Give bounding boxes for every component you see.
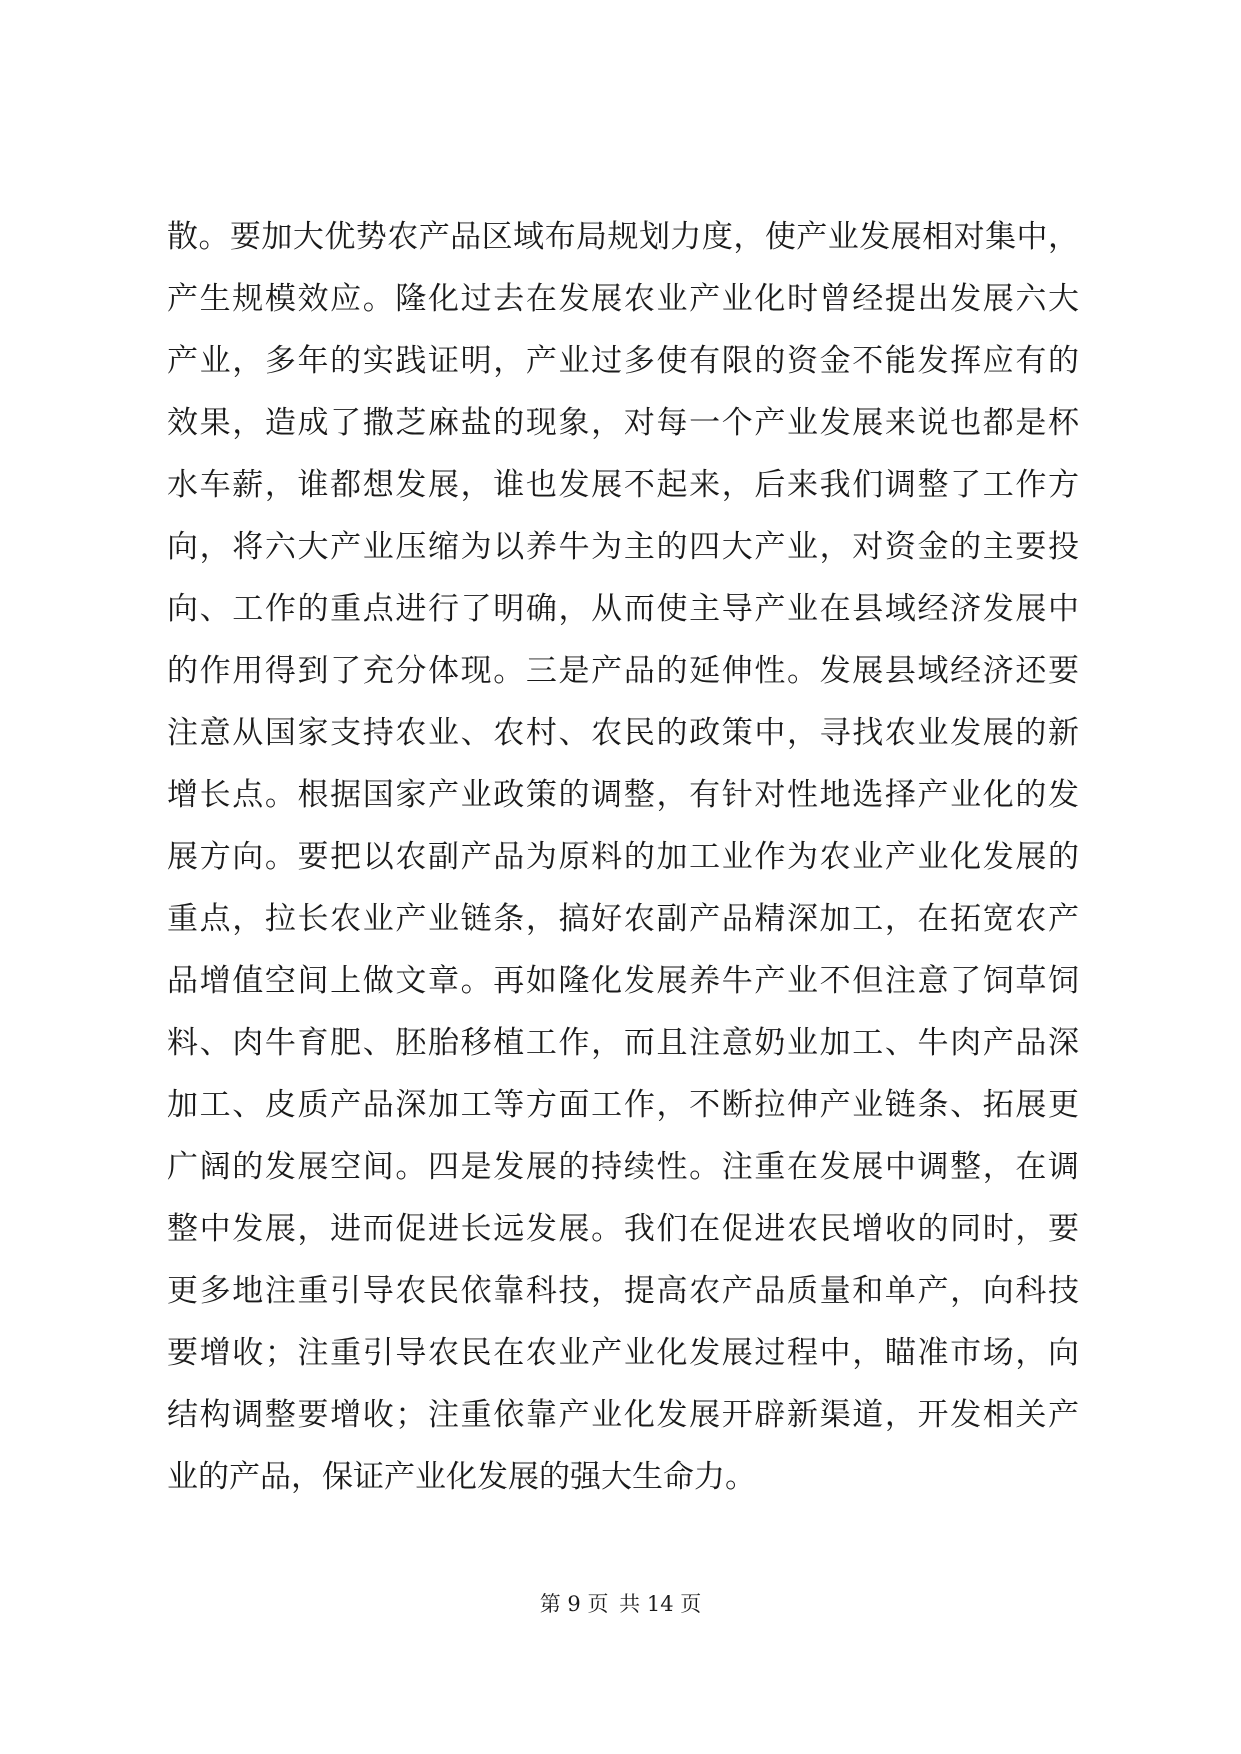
text-line: 效果，造成了撒芝麻盐的现象，对每一个产业发展来说也都是杯 [167, 405, 1079, 441]
text-line: 展方向。要把以农副产品为原料的加工业作为农业产业化发展的 [167, 839, 1079, 875]
text-line: 料、肉牛育肥、胚胎移植工作，而且注意奶业加工、牛肉产品深 [167, 1025, 1079, 1061]
text-line: 产生规模效应。隆化过去在发展农业产业化时曾经提出发展六大 [167, 281, 1079, 317]
body-text [167, 206, 1079, 1508]
text-line: 水车薪，谁都想发展，谁也发展不起来，后来我们调整了工作方 [167, 467, 1079, 503]
text-line: 结构调整要增收；注重依靠产业化发展开辟新渠道，开发相关产 [167, 1397, 1079, 1433]
page-number: 第 9 页 [539, 1592, 609, 1616]
text-line: 产业，多年的实践证明，产业过多使有限的资金不能发挥应有的 [167, 343, 1079, 379]
text-line: 要增收；注重引导农民在农业产业化发展过程中，瞄准市场，向 [167, 1335, 1079, 1371]
text-line: 更多地注重引导农民依靠科技，提高农产品质量和单产，向科技 [167, 1273, 1079, 1309]
page-total: 共 14 页 [619, 1592, 702, 1616]
text-line: 注意从国家支持农业、农村、农民的政策中，寻找农业发展的新 [167, 715, 1079, 751]
text-line: 向、工作的重点进行了明确，从而使主导产业在县域经济发展中 [167, 591, 1079, 627]
text-line: 品增值空间上做文章。再如隆化发展养牛产业不但注意了饲草饲 [167, 963, 1079, 999]
text-line: 增长点。根据国家产业政策的调整，有针对性地选择产业化的发 [167, 777, 1079, 813]
text-line: 向，将六大产业压缩为以养牛为主的四大产业，对资金的主要投 [167, 529, 1079, 565]
text-line: 广阔的发展空间。四是发展的持续性。注重在发展中调整，在调 [167, 1149, 1079, 1185]
text-line: 加工、皮质产品深加工等方面工作，不断拉伸产业链条、拓展更 [167, 1087, 1079, 1123]
text-line: 的作用得到了充分体现。三是产品的延伸性。发展县域经济还要 [167, 653, 1079, 689]
page-footer [0, 1589, 1241, 1619]
text-line: 业的产品，保证产业化发展的强大生命力。 [167, 1459, 756, 1495]
text-line: 散。要加大优势农产品区域布局规划力度，使产业发展相对集中， [167, 219, 1079, 255]
text-line: 重点，拉长农业产业链条，搞好农副产品精深加工，在拓宽农产 [167, 901, 1079, 937]
text-line: 整中发展，进而促进长远发展。我们在促进农民增收的同时，要 [167, 1211, 1079, 1247]
